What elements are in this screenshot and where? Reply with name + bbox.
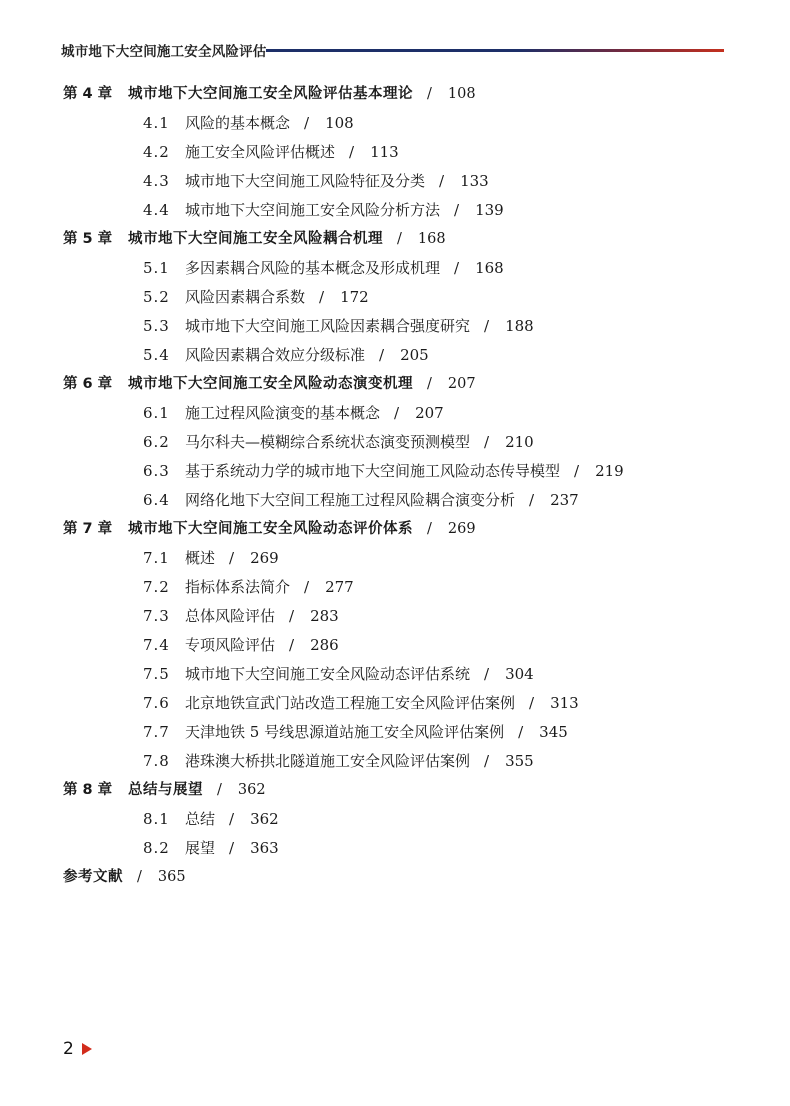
entry-page-number: 269 bbox=[447, 521, 476, 537]
entry-title: 风险的基本概念 bbox=[185, 114, 291, 132]
entry-separator: / bbox=[484, 752, 490, 770]
entry-number: 7.5 bbox=[143, 665, 170, 683]
toc-section-entry[interactable] bbox=[143, 462, 624, 480]
entry-number: 第 8 章 bbox=[63, 782, 113, 798]
entry-page-number: 133 bbox=[460, 172, 489, 190]
toc-chapter-entry[interactable] bbox=[63, 230, 446, 248]
entry-separator: / bbox=[397, 231, 402, 247]
entry-page-number: 286 bbox=[310, 636, 339, 654]
entry-number: 7.1 bbox=[143, 549, 170, 567]
running-head-title: 城市地下大空间施工安全风险评估 bbox=[61, 44, 267, 60]
entry-title: 风险因素耦合系数 bbox=[185, 288, 306, 306]
toc-section-entry[interactable] bbox=[143, 114, 354, 132]
entry-number: 4.2 bbox=[143, 143, 170, 161]
entry-title: 北京地铁宣武门站改造工程施工安全风险评估案例 bbox=[185, 694, 516, 712]
entry-title: 总体风险评估 bbox=[185, 607, 276, 625]
entry-page-number: 210 bbox=[505, 433, 534, 451]
toc-section-entry[interactable] bbox=[143, 143, 399, 161]
entry-number: 7.7 bbox=[143, 723, 170, 741]
entry-title: 港珠澳大桥拱北隧道施工安全风险评估案例 bbox=[185, 752, 471, 770]
entry-separator: / bbox=[427, 86, 432, 102]
entry-title: 指标体系法简介 bbox=[185, 578, 291, 596]
entry-page-number: 362 bbox=[250, 810, 279, 828]
entry-number: 第 6 章 bbox=[63, 376, 113, 392]
toc-section-entry[interactable] bbox=[143, 636, 339, 654]
toc-section-entry[interactable] bbox=[143, 665, 534, 683]
entry-separator: / bbox=[427, 521, 432, 537]
entry-number: 7.3 bbox=[143, 607, 170, 625]
entry-separator: / bbox=[454, 201, 460, 219]
entry-title: 城市地下大空间施工安全风险动态评价体系 bbox=[128, 521, 413, 537]
entry-number: 8.2 bbox=[143, 839, 170, 857]
entry-number: 6.2 bbox=[143, 433, 170, 451]
entry-title: 城市地下大空间施工安全风险分析方法 bbox=[185, 201, 441, 219]
entry-title: 城市地下大空间施工安全风险评估基本理论 bbox=[128, 86, 413, 102]
entry-title: 风险因素耦合效应分级标准 bbox=[185, 346, 366, 364]
entry-page-number: 365 bbox=[157, 869, 186, 885]
toc-section-entry[interactable] bbox=[143, 172, 489, 190]
entry-page-number: 237 bbox=[550, 491, 579, 509]
entry-number: 4.1 bbox=[143, 114, 170, 132]
entry-number: 7.4 bbox=[143, 636, 170, 654]
entry-page-number: 113 bbox=[370, 143, 399, 161]
entry-separator: / bbox=[289, 636, 295, 654]
entry-page-number: 219 bbox=[595, 462, 624, 480]
page-footer bbox=[63, 1039, 92, 1059]
entry-title: 总结与展望 bbox=[128, 782, 203, 798]
entry-title: 参考文献 bbox=[63, 869, 123, 885]
entry-separator: / bbox=[289, 607, 295, 625]
entry-page-number: 168 bbox=[475, 259, 504, 277]
entry-page-number: 172 bbox=[340, 288, 369, 306]
toc-section-entry[interactable] bbox=[143, 578, 354, 596]
toc-section-entry[interactable] bbox=[143, 346, 429, 364]
entry-page-number: 205 bbox=[400, 346, 429, 364]
entry-title: 城市地下大空间施工安全风险耦合机理 bbox=[128, 231, 383, 247]
entry-page-number: 269 bbox=[250, 549, 279, 567]
toc-chapter-entry[interactable] bbox=[63, 520, 476, 538]
toc-section-entry[interactable] bbox=[143, 259, 504, 277]
entry-number: 第 4 章 bbox=[63, 86, 113, 102]
entry-title: 概述 bbox=[185, 549, 216, 567]
entry-title: 城市地下大空间施工风险特征及分类 bbox=[185, 172, 426, 190]
entry-separator: / bbox=[229, 810, 235, 828]
entry-title: 专项风险评估 bbox=[185, 636, 276, 654]
entry-separator: / bbox=[439, 172, 445, 190]
entry-separator: / bbox=[484, 317, 490, 335]
entry-page-number: 304 bbox=[505, 665, 534, 683]
entry-number: 6.1 bbox=[143, 404, 170, 422]
entry-number: 第 7 章 bbox=[63, 521, 113, 537]
entry-separator: / bbox=[394, 404, 400, 422]
entry-page-number: 188 bbox=[505, 317, 534, 335]
entry-title: 施工安全风险评估概述 bbox=[185, 143, 336, 161]
entry-separator: / bbox=[379, 346, 385, 364]
toc-section-entry[interactable] bbox=[143, 491, 579, 509]
entry-separator: / bbox=[229, 549, 235, 567]
toc-section-entry[interactable] bbox=[143, 201, 504, 219]
toc-section-entry[interactable] bbox=[143, 839, 279, 857]
entry-separator: / bbox=[229, 839, 235, 857]
toc-section-entry[interactable] bbox=[143, 607, 339, 625]
entry-title: 施工过程风险演变的基本概念 bbox=[185, 404, 381, 422]
toc-section-entry[interactable] bbox=[143, 810, 279, 828]
entry-separator: / bbox=[484, 665, 490, 683]
entry-number: 5.3 bbox=[143, 317, 170, 335]
entry-separator: / bbox=[304, 114, 310, 132]
entry-separator: / bbox=[574, 462, 580, 480]
page-number: 2 bbox=[63, 1039, 74, 1059]
entry-page-number: 283 bbox=[310, 607, 339, 625]
entry-number: 7.2 bbox=[143, 578, 170, 596]
entry-separator: / bbox=[217, 782, 222, 798]
entry-number: 5.4 bbox=[143, 346, 170, 364]
entry-number: 7.8 bbox=[143, 752, 170, 770]
toc-section-entry[interactable] bbox=[143, 723, 568, 741]
entry-separator: / bbox=[484, 433, 490, 451]
triangle-marker-icon bbox=[82, 1043, 92, 1055]
toc-section-entry[interactable] bbox=[143, 288, 369, 306]
entry-page-number: 345 bbox=[539, 723, 568, 741]
entry-separator: / bbox=[349, 143, 355, 161]
entry-page-number: 363 bbox=[250, 839, 279, 857]
toc-section-entry[interactable] bbox=[143, 317, 534, 335]
entry-title: 天津地铁 5 号线思源道站施工安全风险评估案例 bbox=[185, 723, 505, 741]
entry-page-number: 168 bbox=[417, 231, 446, 247]
entry-number: 6.3 bbox=[143, 462, 170, 480]
entry-number: 5.2 bbox=[143, 288, 170, 306]
toc-chapter-entry[interactable] bbox=[63, 85, 476, 103]
entry-separator: / bbox=[319, 288, 325, 306]
entry-title: 基于系统动力学的城市地下大空间施工风险动态传导模型 bbox=[185, 462, 561, 480]
entry-number: 6.4 bbox=[143, 491, 170, 509]
entry-separator: / bbox=[529, 694, 535, 712]
entry-number: 5.1 bbox=[143, 259, 170, 277]
entry-page-number: 207 bbox=[415, 404, 444, 422]
entry-page-number: 277 bbox=[325, 578, 354, 596]
entry-number: 8.1 bbox=[143, 810, 170, 828]
entry-separator: / bbox=[427, 376, 432, 392]
entry-number: 第 5 章 bbox=[63, 231, 113, 247]
entry-page-number: 313 bbox=[550, 694, 579, 712]
toc-chapter-entry[interactable] bbox=[63, 781, 266, 799]
entry-separator: / bbox=[137, 869, 142, 885]
entry-page-number: 108 bbox=[447, 86, 476, 102]
entry-page-number: 207 bbox=[447, 376, 476, 392]
entry-title: 城市地下大空间施工风险因素耦合强度研究 bbox=[185, 317, 471, 335]
entry-title: 城市地下大空间施工安全风险动态评估系统 bbox=[185, 665, 471, 683]
entry-separator: / bbox=[304, 578, 310, 596]
toc-section-entry[interactable] bbox=[143, 694, 579, 712]
entry-separator: / bbox=[518, 723, 524, 741]
entry-page-number: 108 bbox=[325, 114, 354, 132]
entry-title: 总结 bbox=[185, 810, 216, 828]
toc-section-entry[interactable] bbox=[143, 752, 534, 770]
toc-section-entry[interactable] bbox=[143, 404, 444, 422]
entry-title: 展望 bbox=[185, 839, 216, 857]
toc-chapter-entry[interactable] bbox=[63, 375, 476, 393]
entry-title: 城市地下大空间施工安全风险动态演变机理 bbox=[128, 376, 413, 392]
entry-title: 网络化地下大空间工程施工过程风险耦合演变分析 bbox=[185, 491, 516, 509]
entry-page-number: 139 bbox=[475, 201, 504, 219]
entry-number: 4.4 bbox=[143, 201, 170, 219]
entry-number: 4.3 bbox=[143, 172, 170, 190]
toc-references-entry[interactable] bbox=[63, 868, 186, 886]
entry-page-number: 362 bbox=[237, 782, 266, 798]
entry-separator: / bbox=[454, 259, 460, 277]
toc-section-entry[interactable] bbox=[143, 433, 534, 451]
entry-page-number: 355 bbox=[505, 752, 534, 770]
entry-number: 7.6 bbox=[143, 694, 170, 712]
entry-title: 多因素耦合风险的基本概念及形成机理 bbox=[185, 259, 441, 277]
toc-section-entry[interactable] bbox=[143, 549, 279, 567]
entry-title: 马尔科夫—模糊综合系统状态演变预测模型 bbox=[185, 433, 471, 451]
entry-separator: / bbox=[529, 491, 535, 509]
